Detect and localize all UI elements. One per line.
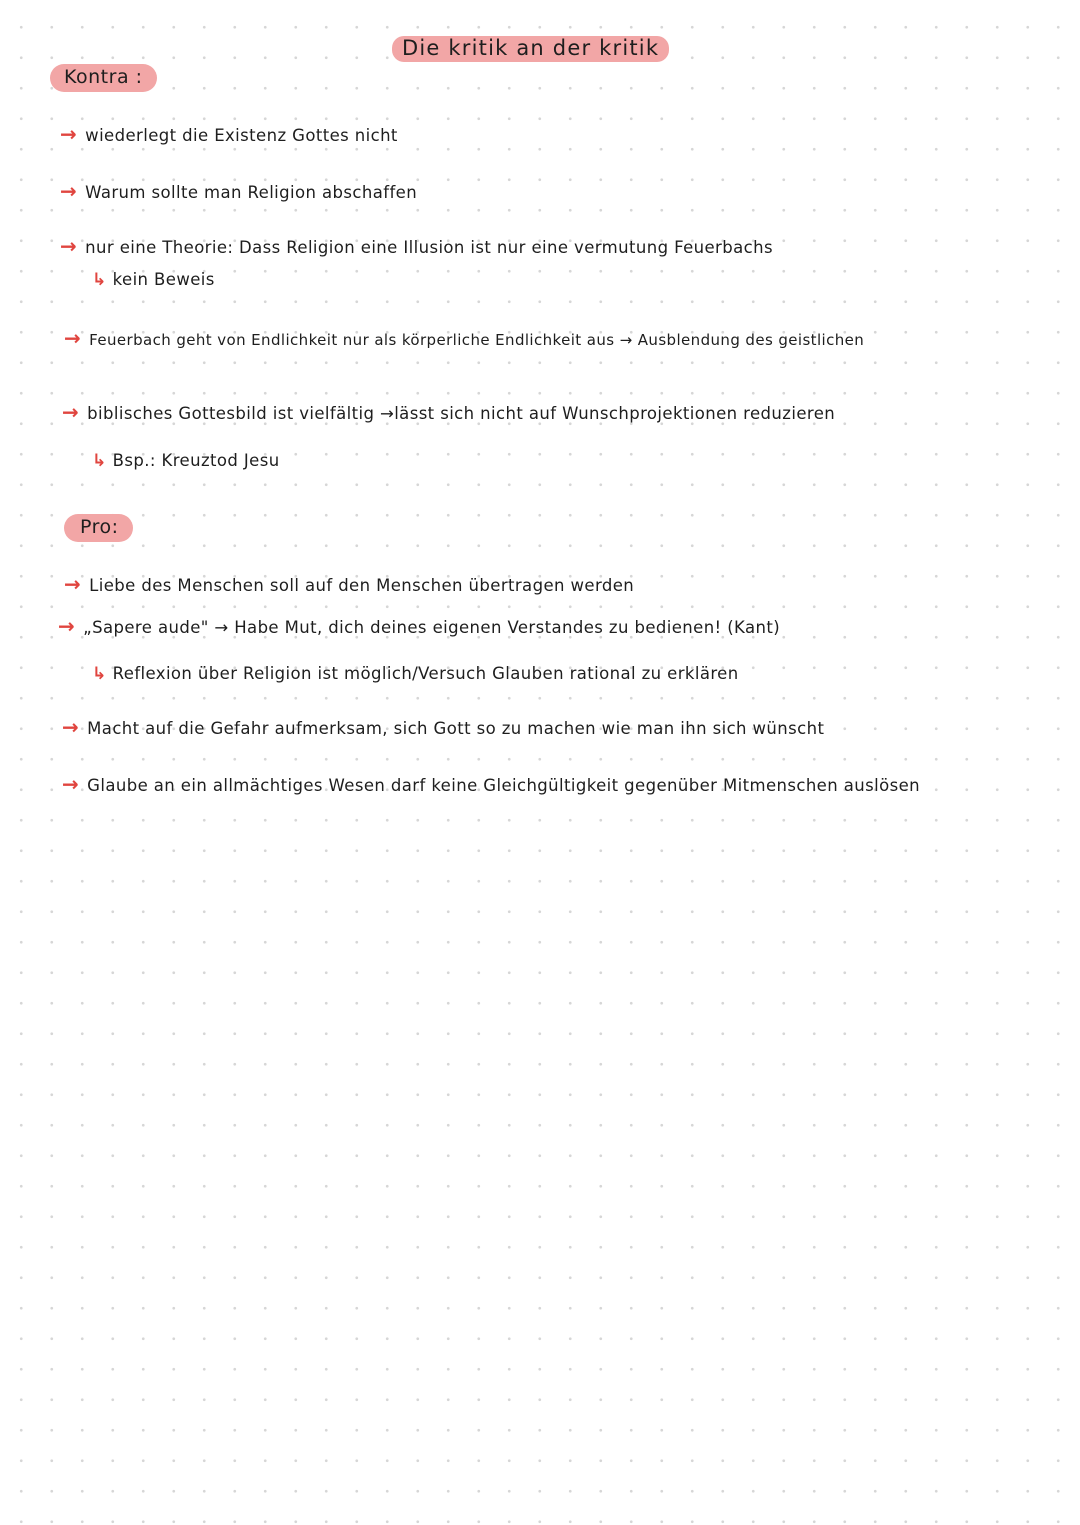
pro-item [64, 572, 634, 596]
page-title: Die kritik an der kritik [392, 36, 669, 62]
pro-item [58, 614, 780, 638]
kontra-item-text: biblisches Gottesbild ist vielfältig →lässt sich nicht auf Wunschprojektionen reduzieren [87, 404, 836, 423]
sub-arrow-icon: ↳ [92, 270, 107, 290]
sub-arrow-icon: ↳ [92, 451, 107, 471]
arrow-icon: → [64, 572, 82, 596]
pro-item-text: „Sapere aude" → Habe Mut, dich deines eigenen Verstandes zu bedienen! (Kant) [83, 618, 781, 637]
kontra-item [60, 122, 398, 146]
arrow-icon: → [62, 772, 80, 796]
arrow-icon: → [62, 400, 80, 424]
pro-subitem-text: Reflexion über Religion ist möglich/Versuch Glauben rational zu erklären [112, 664, 739, 683]
pro-item-text: Macht auf die Gefahr aufmerksam, sich Gott so zu machen wie man ihn sich wünscht [87, 719, 825, 738]
arrow-icon: → [62, 715, 80, 739]
sub-arrow-icon: ↳ [92, 664, 107, 684]
kontra-item [64, 326, 864, 350]
kontra-subitem-text: Bsp.: Kreuztod Jesu [112, 451, 280, 470]
kontra-item [60, 179, 417, 203]
kontra-subitem [92, 451, 280, 471]
pro-item-text: Liebe des Menschen soll auf den Menschen übertragen werden [89, 576, 635, 595]
kontra-item [62, 400, 835, 424]
kontra-item-text: Feuerbach geht von Endlichkeit nur als körperliche Endlichkeit aus → Ausblendung des geistlichen [89, 331, 865, 349]
kontra-item-text: wiederlegt die Existenz Gottes nicht [85, 126, 398, 145]
pro-item [62, 715, 824, 739]
pro-subitem [92, 664, 739, 684]
kontra-item [60, 234, 773, 258]
kontra-heading: Kontra : [50, 64, 157, 92]
pro-item [62, 772, 920, 796]
kontra-subitem-text: kein Beweis [112, 270, 215, 289]
arrow-icon: → [64, 326, 82, 350]
kontra-subitem [92, 270, 215, 290]
pro-heading: Pro: [64, 514, 133, 542]
arrow-icon: → [60, 122, 78, 146]
arrow-icon: → [60, 179, 78, 203]
kontra-item-text: Warum sollte man Religion abschaffen [85, 183, 418, 202]
arrow-icon: → [60, 234, 78, 258]
pro-item-text: Glaube an ein allmächtiges Wesen darf keine Gleichgültigkeit gegenüber Mitmenschen auslösen [87, 776, 920, 795]
kontra-item-text: nur eine Theorie: Dass Religion eine Illusion ist nur eine vermutung Feuerbachs [85, 238, 773, 257]
arrow-icon: → [58, 614, 76, 638]
